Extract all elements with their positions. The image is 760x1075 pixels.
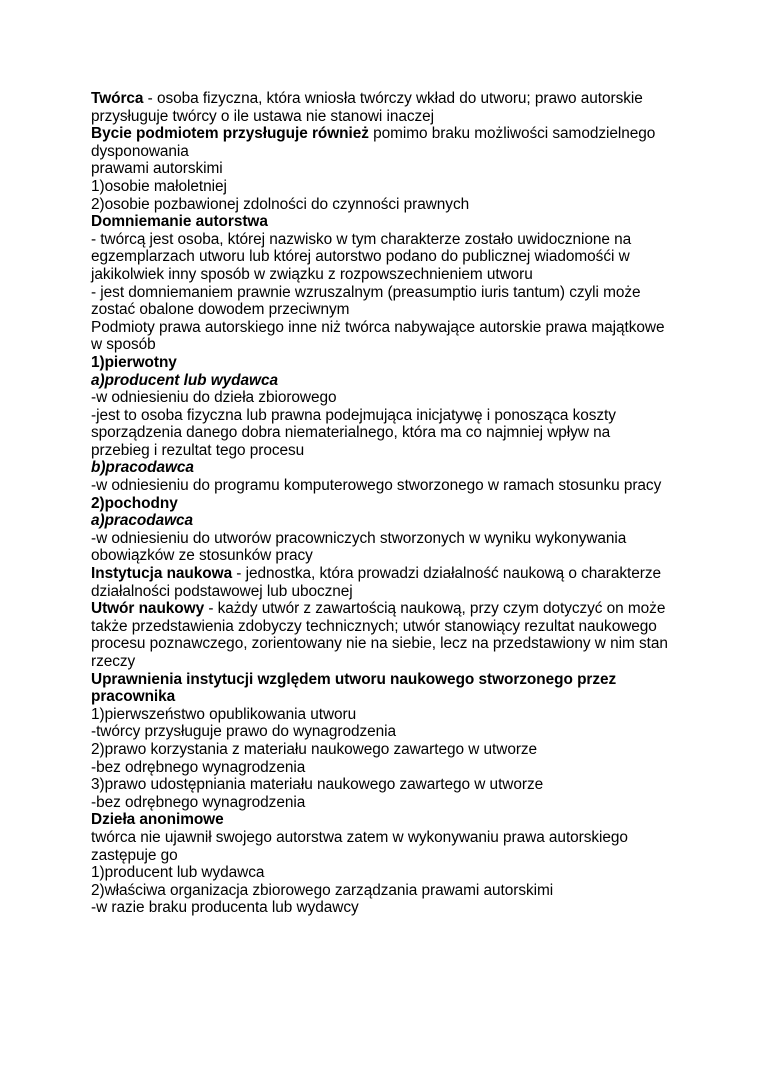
body-text: dysponowania xyxy=(91,142,189,160)
bold-italic-heading: a)producent lub wydawca xyxy=(91,371,278,389)
text-line xyxy=(91,794,681,812)
text-line xyxy=(91,864,681,882)
text-line xyxy=(91,671,681,689)
text-line xyxy=(91,108,681,126)
text-line xyxy=(91,723,681,741)
body-text: -bez odrębnego wynagrodzenia xyxy=(91,793,306,811)
body-text: -twórcy przysługuje prawo do wynagrodzenia xyxy=(91,723,397,741)
body-text: 2)właściwa organizacja zbiorowego zarządzania prawami autorskimi xyxy=(91,881,554,899)
text-line xyxy=(91,319,681,337)
body-text: - jest domniemaniem prawnie wzruszalnym (preasumptio iuris tantum) czyli może xyxy=(91,283,641,301)
body-text: -w odniesieniu do dzieła zbiorowego xyxy=(91,389,337,407)
body-text: pomimo braku możliwości samodzielnego xyxy=(368,125,656,143)
text-line xyxy=(91,583,681,601)
text-line xyxy=(91,547,681,565)
bold-heading: Utwór naukowy xyxy=(91,600,205,618)
bold-heading: pracownika xyxy=(91,688,176,706)
body-text: -w odniesieniu do programu komputerowego stworzonego w ramach stosunku pracy xyxy=(91,477,662,495)
bold-heading: Domniemanie autorstwa xyxy=(91,213,268,231)
body-text: działalności podstawowej lub ubocznej xyxy=(91,582,353,600)
text-line xyxy=(91,90,681,108)
body-text: -w odniesieniu do utworów pracowniczych stworzonych w wyniku wykonywania xyxy=(91,529,627,547)
body-text: zostać obalone dowodem przeciwnym xyxy=(91,301,350,319)
bold-italic-heading: b)pracodawca xyxy=(91,459,194,477)
text-line xyxy=(91,688,681,706)
text-line xyxy=(91,266,681,284)
body-text: 1)osobie małoletniej xyxy=(91,177,227,195)
body-text: rzeczy xyxy=(91,653,136,670)
text-line xyxy=(91,354,681,372)
body-text: 1)producent lub wydawca xyxy=(91,864,265,882)
bold-heading: 1)pierwotny xyxy=(91,353,177,371)
text-line xyxy=(91,125,681,143)
bold-heading: Dzieła anonimowe xyxy=(91,811,224,829)
bold-heading: Bycie podmiotem przysługuje również xyxy=(91,125,369,143)
text-line xyxy=(91,407,681,425)
bold-heading: Uprawnienia instytucji względem utworu naukowego stworzonego przez xyxy=(91,670,617,688)
body-text: przysługuje twórcy o ile ustawa nie stanowi inaczej xyxy=(91,107,435,125)
body-text: sporządzenia danego dobra niematerialnego, która ma co najmniej wpływ na xyxy=(91,424,611,442)
text-line xyxy=(91,759,681,777)
text-line xyxy=(91,459,681,477)
text-line xyxy=(91,178,681,196)
document-page xyxy=(91,90,681,917)
body-text: egzemplarzach utworu lub której autorstwo podano do publicznej wiadomośći w xyxy=(91,248,630,266)
body-text: procesu poznawczego, zorientowany nie na siebie, lecz na przedstawiony w nim stan xyxy=(91,635,668,653)
text-line xyxy=(91,284,681,302)
body-text: - twórcą jest osoba, której nazwisko w tym charakterze zostało uwidocznione na xyxy=(91,230,632,248)
body-text: -w razie braku producenta lub wydawcy xyxy=(91,899,359,917)
bold-heading: Twórca xyxy=(91,90,144,107)
text-line xyxy=(91,196,681,214)
text-line xyxy=(91,160,681,178)
body-text: -jest to osoba fizyczna lub prawna podejmująca inicjatywę i ponosząca koszty xyxy=(91,406,616,424)
text-line xyxy=(91,741,681,759)
text-line xyxy=(91,231,681,249)
text-line xyxy=(91,389,681,407)
body-text: obowiązków ze stosunków pracy xyxy=(91,547,313,565)
bold-heading: Instytucja naukowa xyxy=(91,565,233,583)
body-text: 3)prawo udostępniania materiału naukowego zawartego w utworze xyxy=(91,776,544,794)
text-line xyxy=(91,301,681,319)
body-text: 2)prawo korzystania z materiału naukowego zawartego w utworze xyxy=(91,740,538,758)
text-line xyxy=(91,776,681,794)
body-text: w sposób xyxy=(91,336,156,354)
text-line xyxy=(91,213,681,231)
text-line xyxy=(91,635,681,653)
body-text: 1)pierwszeństwo opublikowania utworu xyxy=(91,705,357,723)
body-text: - jednostka, która prowadzi działalność naukową o charakterze xyxy=(232,565,661,583)
text-line xyxy=(91,248,681,266)
body-text: Podmioty prawa autorskiego inne niż twórca nabywające autorskie prawa majątkowe xyxy=(91,318,665,336)
text-line xyxy=(91,530,681,548)
text-line xyxy=(91,512,681,530)
text-line xyxy=(91,706,681,724)
text-line xyxy=(91,600,681,618)
body-text: -bez odrębnego wynagrodzenia xyxy=(91,758,306,776)
text-line xyxy=(91,477,681,495)
text-line xyxy=(91,442,681,460)
body-text: - każdy utwór z zawartością naukową, przy czym dotyczyć on może xyxy=(204,600,666,618)
bold-heading: 2)pochodny xyxy=(91,494,178,512)
text-line xyxy=(91,618,681,636)
text-line xyxy=(91,653,681,671)
text-line xyxy=(91,565,681,583)
body-text: przebieg i rezultat tego procesu xyxy=(91,441,305,459)
body-text: jakikolwiek inny sposób w związku z rozpowszechnieniem utworu xyxy=(91,265,533,283)
text-line xyxy=(91,143,681,161)
body-text: także przedstawienia zdobyczy technicznych; utwór stanowiący rezultat naukowego xyxy=(91,617,657,635)
body-text: prawami autorskimi xyxy=(91,160,223,178)
text-line xyxy=(91,829,681,847)
text-line xyxy=(91,372,681,390)
body-text: twórca nie ujawnił swojego autorstwa zatem w wykonywaniu prawa autorskiego xyxy=(91,828,628,846)
text-line xyxy=(91,882,681,900)
bold-italic-heading: a)pracodawca xyxy=(91,512,194,530)
body-text: zastępuje go xyxy=(91,846,178,864)
text-line xyxy=(91,847,681,865)
body-text: 2)osobie pozbawionej zdolności do czynności prawnych xyxy=(91,195,470,213)
body-text: - osoba fizyczna, która wniosła twórczy wkład do utworu; prawo autorskie xyxy=(143,90,643,107)
text-line xyxy=(91,899,681,917)
text-line xyxy=(91,336,681,354)
text-line xyxy=(91,495,681,513)
text-line xyxy=(91,811,681,829)
text-line xyxy=(91,424,681,442)
